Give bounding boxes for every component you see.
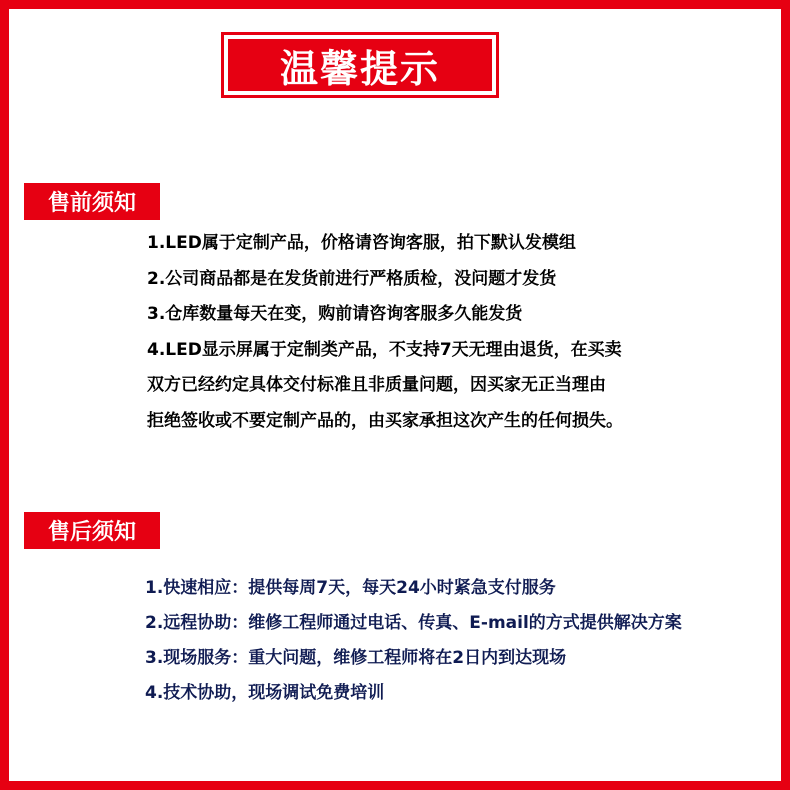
pre-sale-notes (147, 229, 767, 442)
pre-sale-line: 4.LED显示屏属于定制类产品，不支持7天无理由退货，在买卖 (147, 339, 622, 360)
pre-sale-line: 1.LED属于定制产品，价格请咨询客服，拍下默认发模组 (147, 233, 576, 253)
after-sale-line: 1.快速相应：提供每周7天，每天24小时紧急支付服务 (145, 578, 556, 598)
after-sale-line: 2.远程协助：维修工程师通过电话、传真、E-mail的方式提供解决方案 (145, 613, 682, 633)
pre-sale-label: 售前须知 (24, 183, 160, 220)
after-sale-label: 售后须知 (24, 512, 160, 549)
page-title: 温馨提示 (228, 39, 492, 91)
pre-sale-line: 双方已经约定具体交付标准且非质量问题，因买家无正当理由 (147, 375, 606, 395)
pre-sale-line: 3.仓库数量每天在变，购前请咨询客服多久能发货 (147, 304, 523, 324)
after-sale-line: 4.技术协助，现场调试免费培训 (145, 683, 385, 703)
title-banner (221, 32, 499, 98)
after-sale-line: 3.现场服务：重大问题，维修工程师将在2日内到达现场 (145, 648, 567, 668)
pre-sale-line: 拒绝签收或不要定制产品的，由买家承担这次产生的任何损失。 (147, 410, 623, 431)
after-sale-notes (145, 574, 775, 714)
pre-sale-line: 2.公司商品都是在发货前进行严格质检，没问题才发货 (147, 268, 557, 289)
